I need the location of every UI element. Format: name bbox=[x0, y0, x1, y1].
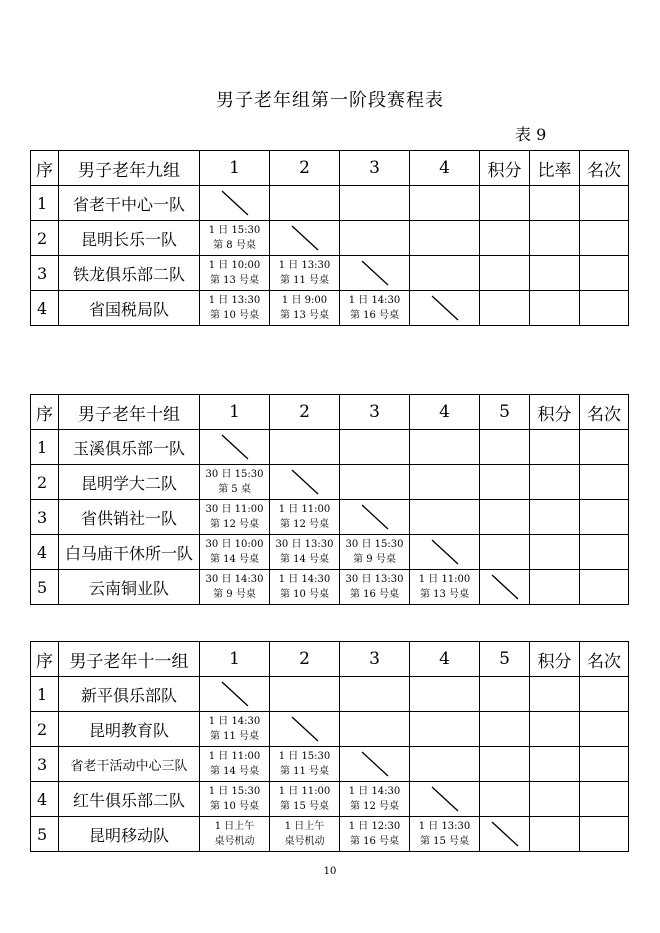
column-header: 序 bbox=[31, 642, 59, 677]
match-time: 1 日 13:30 bbox=[418, 821, 471, 832]
empty-cell bbox=[580, 500, 629, 535]
empty-cell bbox=[580, 465, 629, 500]
match-time-cell bbox=[270, 535, 340, 570]
match-time: 30 日 15:30 bbox=[345, 539, 404, 550]
match-time-cell bbox=[410, 570, 480, 605]
match-time: 1 日上午 bbox=[214, 821, 255, 832]
self-match-diagonal-cell bbox=[270, 465, 340, 500]
table-assignment: 桌号机动 bbox=[284, 836, 325, 847]
team-name-cell: 昆明移动队 bbox=[59, 817, 200, 852]
empty-cell bbox=[530, 535, 580, 570]
header-row bbox=[31, 395, 629, 430]
column-header: 3 bbox=[340, 642, 410, 677]
team-name-cell: 省老干活动中心三队 bbox=[59, 747, 200, 782]
match-time: 1 日 15:30 bbox=[208, 786, 261, 797]
match-time: 30 日 10:00 bbox=[205, 539, 264, 550]
match-time: 1 日 11:00 bbox=[278, 504, 331, 515]
column-header: 男子老年十一组 bbox=[59, 642, 200, 677]
diagonal-slash-icon bbox=[431, 538, 459, 566]
match-time: 1 日 14:30 bbox=[348, 786, 401, 797]
empty-cell bbox=[480, 535, 530, 570]
column-header: 比率 bbox=[530, 151, 580, 186]
empty-cell bbox=[580, 570, 629, 605]
seq-cell: 2 bbox=[31, 465, 59, 500]
team-name-cell: 白马庙干休所一队 bbox=[59, 535, 200, 570]
seq-cell: 4 bbox=[31, 535, 59, 570]
match-time: 30 日 13:30 bbox=[275, 539, 334, 550]
table-assignment: 第 11 号桌 bbox=[279, 275, 330, 286]
column-header: 积分 bbox=[480, 151, 530, 186]
header-row bbox=[31, 642, 629, 677]
column-header: 积分 bbox=[530, 642, 580, 677]
table-row bbox=[31, 677, 629, 712]
table-assignment: 第 13 号桌 bbox=[209, 275, 260, 286]
match-time-cell bbox=[410, 817, 480, 852]
team-name-cell: 昆明学大二队 bbox=[59, 465, 200, 500]
table-row bbox=[31, 465, 629, 500]
team-name-cell: 省供销社一队 bbox=[59, 500, 200, 535]
empty-cell bbox=[340, 221, 410, 256]
column-header: 序 bbox=[31, 395, 59, 430]
match-time-cell bbox=[200, 256, 270, 291]
seq-cell: 4 bbox=[31, 291, 59, 326]
diagonal-slash-icon bbox=[221, 433, 249, 461]
match-time: 1 日 10:00 bbox=[208, 260, 261, 271]
column-header: 男子老年十组 bbox=[59, 395, 200, 430]
empty-cell bbox=[410, 430, 480, 465]
team-name-cell: 昆明教育队 bbox=[59, 712, 200, 747]
table-row bbox=[31, 712, 629, 747]
match-time-cell bbox=[270, 782, 340, 817]
empty-cell bbox=[580, 186, 629, 221]
column-header: 2 bbox=[270, 642, 340, 677]
match-time: 1 日 9:00 bbox=[281, 295, 328, 306]
table-row bbox=[31, 256, 629, 291]
column-header: 积分 bbox=[530, 395, 580, 430]
empty-cell bbox=[530, 677, 580, 712]
diagonal-slash-icon bbox=[221, 680, 249, 708]
self-match-diagonal-cell bbox=[410, 291, 480, 326]
column-header: 3 bbox=[340, 395, 410, 430]
table-assignment: 第 9 号桌 bbox=[213, 589, 256, 600]
self-match-diagonal-cell bbox=[200, 430, 270, 465]
self-match-diagonal-cell bbox=[200, 677, 270, 712]
seq-cell: 5 bbox=[31, 817, 59, 852]
page-number: 10 bbox=[323, 866, 337, 877]
seq-cell: 3 bbox=[31, 256, 59, 291]
match-time-cell bbox=[200, 747, 270, 782]
match-time-cell bbox=[340, 817, 410, 852]
team-name-cell: 省老干中心一队 bbox=[59, 186, 200, 221]
table-row bbox=[31, 817, 629, 852]
column-header: 5 bbox=[480, 642, 530, 677]
match-time: 30 日 11:00 bbox=[205, 504, 264, 515]
seq-cell: 2 bbox=[31, 712, 59, 747]
empty-cell bbox=[410, 186, 480, 221]
match-time-cell bbox=[200, 570, 270, 605]
team-name-cell: 铁龙俱乐部二队 bbox=[59, 256, 200, 291]
table-assignment: 第 13 号桌 bbox=[419, 589, 470, 600]
match-time-cell bbox=[200, 782, 270, 817]
empty-cell bbox=[580, 677, 629, 712]
empty-cell bbox=[480, 500, 530, 535]
seq-cell: 5 bbox=[31, 570, 59, 605]
table-assignment: 第 14 号桌 bbox=[209, 554, 260, 565]
seq-cell: 1 bbox=[31, 186, 59, 221]
empty-cell bbox=[480, 186, 530, 221]
team-name-cell: 云南铜业队 bbox=[59, 570, 200, 605]
diagonal-slash-icon bbox=[361, 259, 389, 287]
empty-cell bbox=[340, 712, 410, 747]
empty-cell bbox=[530, 221, 580, 256]
empty-cell bbox=[270, 677, 340, 712]
team-name-cell: 省国税局队 bbox=[59, 291, 200, 326]
match-time-cell bbox=[200, 465, 270, 500]
match-time: 1 日 14:30 bbox=[208, 716, 261, 727]
table-row bbox=[31, 570, 629, 605]
column-header: 3 bbox=[340, 151, 410, 186]
schedule-table-group-11 bbox=[30, 641, 629, 852]
match-time: 1 日 13:30 bbox=[278, 260, 331, 271]
empty-cell bbox=[530, 430, 580, 465]
column-header: 4 bbox=[410, 151, 480, 186]
column-header: 名次 bbox=[580, 151, 629, 186]
table-assignment: 第 12 号桌 bbox=[209, 519, 260, 530]
self-match-diagonal-cell bbox=[340, 500, 410, 535]
column-header: 4 bbox=[410, 395, 480, 430]
match-time-cell bbox=[340, 570, 410, 605]
seq-cell: 1 bbox=[31, 430, 59, 465]
self-match-diagonal-cell bbox=[340, 747, 410, 782]
match-time-cell bbox=[200, 291, 270, 326]
table-assignment: 桌号机动 bbox=[214, 836, 255, 847]
table-assignment: 第 16 号桌 bbox=[349, 310, 400, 321]
table-assignment: 第 16 号桌 bbox=[349, 589, 400, 600]
table-assignment: 第 14 号桌 bbox=[279, 554, 330, 565]
diagonal-slash-icon bbox=[431, 294, 459, 322]
table-row bbox=[31, 186, 629, 221]
match-time: 1 日 14:30 bbox=[348, 295, 401, 306]
column-header: 名次 bbox=[580, 642, 629, 677]
diagonal-slash-icon bbox=[361, 503, 389, 531]
empty-cell bbox=[530, 186, 580, 221]
table-row bbox=[31, 430, 629, 465]
self-match-diagonal-cell bbox=[200, 186, 270, 221]
seq-cell: 2 bbox=[31, 221, 59, 256]
schedule-table-group-10 bbox=[30, 394, 629, 605]
empty-cell bbox=[410, 221, 480, 256]
diagonal-slash-icon bbox=[431, 785, 459, 813]
match-time-cell bbox=[200, 712, 270, 747]
column-header: 序 bbox=[31, 151, 59, 186]
empty-cell bbox=[410, 677, 480, 712]
empty-cell bbox=[480, 221, 530, 256]
table-row bbox=[31, 221, 629, 256]
empty-cell bbox=[270, 430, 340, 465]
column-header: 4 bbox=[410, 642, 480, 677]
match-time-cell bbox=[200, 500, 270, 535]
team-name-cell: 玉溪俱乐部一队 bbox=[59, 430, 200, 465]
page-title: 男子老年组第一阶段赛程表 bbox=[216, 90, 444, 111]
empty-cell bbox=[480, 747, 530, 782]
column-header: 1 bbox=[200, 642, 270, 677]
match-time-cell bbox=[270, 817, 340, 852]
match-time: 30 日 14:30 bbox=[205, 574, 264, 585]
table-assignment: 第 10 号桌 bbox=[209, 801, 260, 812]
empty-cell bbox=[480, 465, 530, 500]
self-match-diagonal-cell bbox=[340, 256, 410, 291]
empty-cell bbox=[480, 291, 530, 326]
empty-cell bbox=[530, 782, 580, 817]
match-time-cell bbox=[340, 782, 410, 817]
table-assignment: 第 16 号桌 bbox=[349, 836, 400, 847]
table-assignment: 第 14 号桌 bbox=[209, 766, 260, 777]
diagonal-slash-icon bbox=[361, 750, 389, 778]
team-name-cell: 新平俱乐部队 bbox=[59, 677, 200, 712]
header-row bbox=[31, 151, 629, 186]
table-assignment: 第 10 号桌 bbox=[279, 589, 330, 600]
schedule-table-group-9 bbox=[30, 150, 629, 326]
empty-cell bbox=[410, 747, 480, 782]
match-time-cell bbox=[270, 500, 340, 535]
empty-cell bbox=[530, 256, 580, 291]
self-match-diagonal-cell bbox=[410, 535, 480, 570]
table-assignment: 第 11 号桌 bbox=[209, 731, 260, 742]
match-time: 30 日 13:30 bbox=[345, 574, 404, 585]
empty-cell bbox=[410, 256, 480, 291]
match-time-cell bbox=[270, 570, 340, 605]
empty-cell bbox=[480, 430, 530, 465]
table-assignment: 第 15 号桌 bbox=[279, 801, 330, 812]
empty-cell bbox=[580, 221, 629, 256]
empty-cell bbox=[480, 782, 530, 817]
table-assignment: 第 11 号桌 bbox=[279, 766, 330, 777]
diagonal-slash-icon bbox=[491, 573, 519, 601]
empty-cell bbox=[340, 430, 410, 465]
empty-cell bbox=[580, 291, 629, 326]
match-time: 1 日 15:30 bbox=[208, 225, 261, 236]
table-number: 表 9 bbox=[515, 125, 547, 144]
empty-cell bbox=[580, 535, 629, 570]
empty-cell bbox=[340, 186, 410, 221]
self-match-diagonal-cell bbox=[480, 817, 530, 852]
seq-cell: 3 bbox=[31, 747, 59, 782]
diagonal-slash-icon bbox=[491, 820, 519, 848]
empty-cell bbox=[270, 186, 340, 221]
empty-cell bbox=[530, 500, 580, 535]
diagonal-slash-icon bbox=[221, 189, 249, 217]
seq-cell: 3 bbox=[31, 500, 59, 535]
table-assignment: 第 9 号桌 bbox=[353, 554, 396, 565]
match-time-cell bbox=[270, 747, 340, 782]
diagonal-slash-icon bbox=[291, 468, 319, 496]
match-time: 1 日 12:30 bbox=[348, 821, 401, 832]
empty-cell bbox=[480, 677, 530, 712]
column-header: 2 bbox=[270, 395, 340, 430]
column-header: 男子老年九组 bbox=[59, 151, 200, 186]
match-time: 1 日 14:30 bbox=[278, 574, 331, 585]
match-time-cell bbox=[340, 535, 410, 570]
team-name-cell: 昆明长乐一队 bbox=[59, 221, 200, 256]
match-time-cell bbox=[340, 291, 410, 326]
empty-cell bbox=[410, 465, 480, 500]
match-time-cell bbox=[270, 291, 340, 326]
seq-cell: 1 bbox=[31, 677, 59, 712]
match-time: 1 日 11:00 bbox=[208, 751, 261, 762]
table-assignment: 第 12 号桌 bbox=[349, 801, 400, 812]
match-time: 1 日 11:00 bbox=[278, 786, 331, 797]
empty-cell bbox=[530, 291, 580, 326]
empty-cell bbox=[410, 500, 480, 535]
match-time: 1 日 11:00 bbox=[418, 574, 471, 585]
empty-cell bbox=[580, 256, 629, 291]
table-assignment: 第 8 号桌 bbox=[213, 240, 256, 251]
table-row bbox=[31, 747, 629, 782]
empty-cell bbox=[580, 747, 629, 782]
diagonal-slash-icon bbox=[291, 715, 319, 743]
match-time: 1 日 13:30 bbox=[208, 295, 261, 306]
table-assignment: 第 5 桌 bbox=[218, 484, 251, 495]
match-time-cell bbox=[270, 256, 340, 291]
match-time-cell bbox=[200, 817, 270, 852]
column-header: 2 bbox=[270, 151, 340, 186]
empty-cell bbox=[530, 712, 580, 747]
match-time: 1 日 15:30 bbox=[278, 751, 331, 762]
match-time: 1 日上午 bbox=[284, 821, 325, 832]
column-header: 5 bbox=[480, 395, 530, 430]
empty-cell bbox=[530, 817, 580, 852]
seq-cell: 4 bbox=[31, 782, 59, 817]
table-assignment: 第 12 号桌 bbox=[279, 519, 330, 530]
table-row bbox=[31, 291, 629, 326]
empty-cell bbox=[410, 712, 480, 747]
table-assignment: 第 10 号桌 bbox=[209, 310, 260, 321]
team-name-cell: 红牛俱乐部二队 bbox=[59, 782, 200, 817]
empty-cell bbox=[530, 747, 580, 782]
self-match-diagonal-cell bbox=[410, 782, 480, 817]
table-row bbox=[31, 782, 629, 817]
diagonal-slash-icon bbox=[291, 224, 319, 252]
empty-cell bbox=[340, 465, 410, 500]
empty-cell bbox=[530, 570, 580, 605]
empty-cell bbox=[580, 782, 629, 817]
match-time-cell bbox=[200, 535, 270, 570]
column-header: 1 bbox=[200, 151, 270, 186]
empty-cell bbox=[530, 465, 580, 500]
table-assignment: 第 15 号桌 bbox=[419, 836, 470, 847]
match-time: 30 日 15:30 bbox=[205, 469, 264, 480]
empty-cell bbox=[580, 712, 629, 747]
self-match-diagonal-cell bbox=[480, 570, 530, 605]
table-assignment: 第 13 号桌 bbox=[279, 310, 330, 321]
empty-cell bbox=[480, 256, 530, 291]
column-header: 名次 bbox=[580, 395, 629, 430]
table-row bbox=[31, 535, 629, 570]
match-time-cell bbox=[200, 221, 270, 256]
column-header: 1 bbox=[200, 395, 270, 430]
empty-cell bbox=[480, 712, 530, 747]
empty-cell bbox=[580, 817, 629, 852]
self-match-diagonal-cell bbox=[270, 712, 340, 747]
empty-cell bbox=[340, 677, 410, 712]
self-match-diagonal-cell bbox=[270, 221, 340, 256]
empty-cell bbox=[580, 430, 629, 465]
table-row bbox=[31, 500, 629, 535]
